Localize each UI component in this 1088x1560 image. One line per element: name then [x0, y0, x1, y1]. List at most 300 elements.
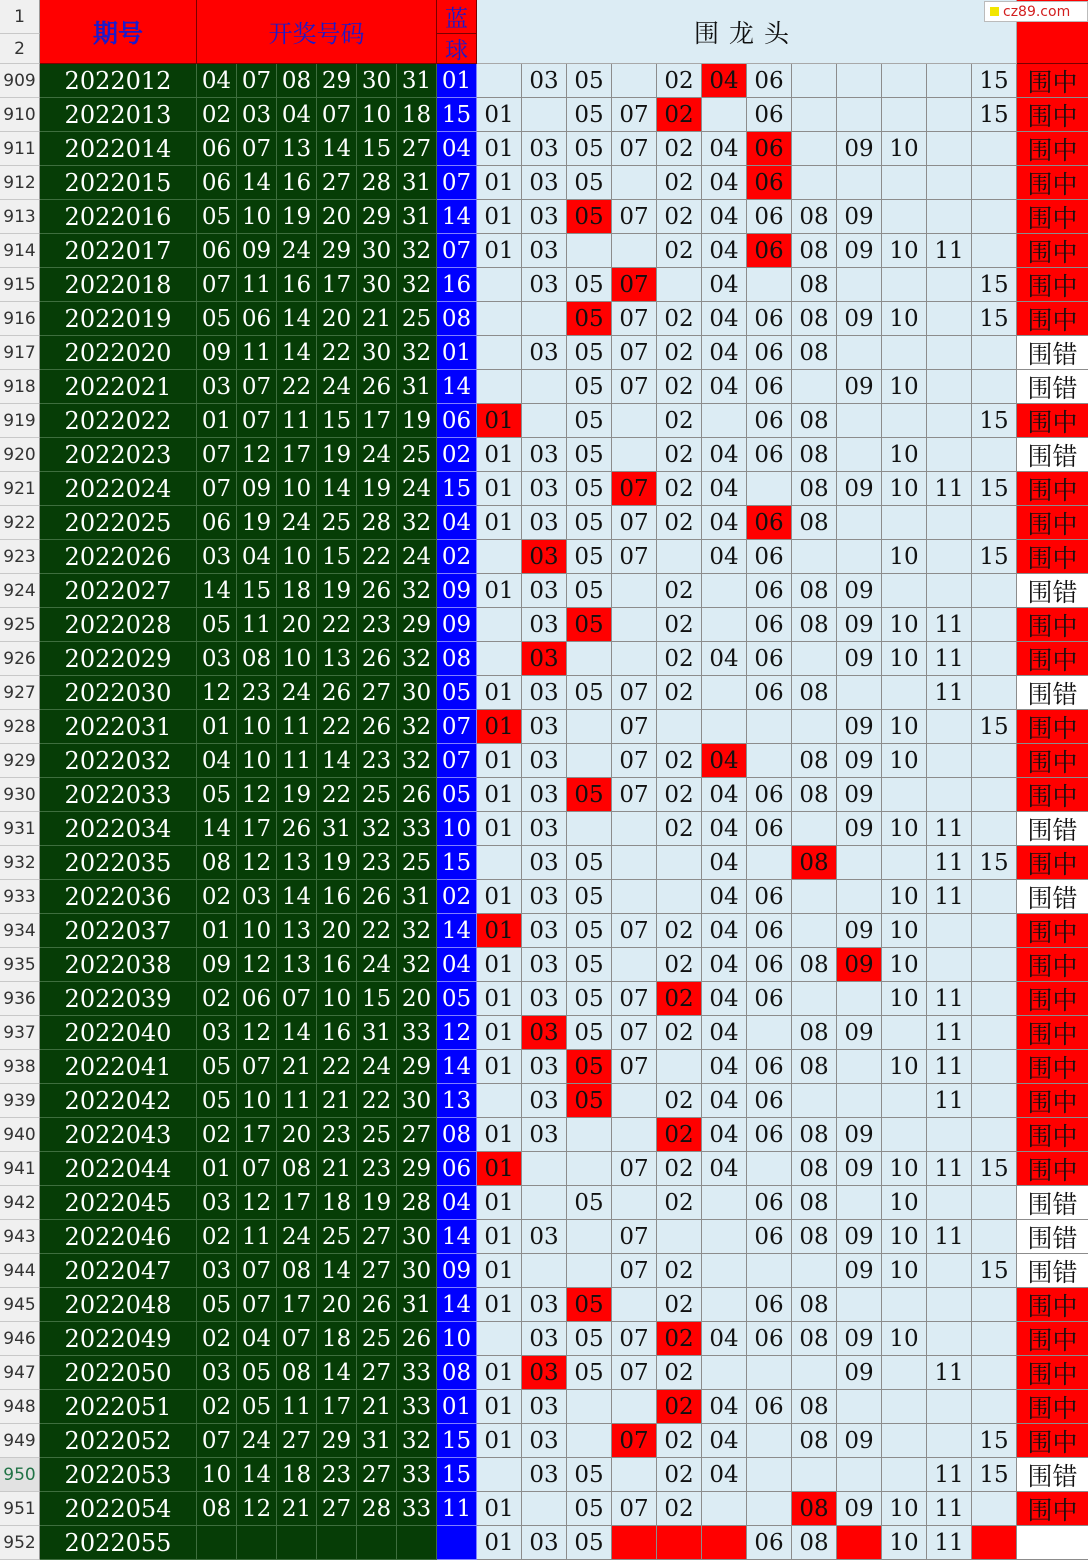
group-cell[interactable] [567, 710, 612, 744]
draw-number-cell[interactable]: 13 [277, 132, 317, 166]
issue-number-cell[interactable]: 2022026 [40, 540, 197, 574]
group-cell[interactable]: 08 [792, 1390, 837, 1424]
group-cell[interactable]: 07 [612, 302, 657, 336]
result-cell[interactable]: 围中 [1017, 1356, 1088, 1390]
draw-number-cell[interactable]: 32 [397, 948, 437, 982]
draw-number-cell[interactable]: 12 [237, 1492, 277, 1526]
group-cell[interactable]: 06 [747, 778, 792, 812]
draw-number-cell[interactable]: 05 [237, 1390, 277, 1424]
group-cell[interactable]: 06 [747, 64, 792, 98]
group-cell[interactable] [657, 880, 702, 914]
row-header[interactable]: 913 [0, 200, 40, 234]
group-cell[interactable] [837, 846, 882, 880]
draw-number-cell[interactable]: 19 [317, 846, 357, 880]
draw-number-cell[interactable]: 32 [397, 574, 437, 608]
draw-number-cell[interactable]: 12 [237, 778, 277, 812]
group-cell[interactable] [612, 642, 657, 676]
group-cell[interactable]: 10 [882, 1254, 927, 1288]
draw-number-cell[interactable]: 25 [397, 438, 437, 472]
draw-number-cell[interactable]: 30 [357, 336, 397, 370]
blue-ball-cell[interactable]: 13 [437, 1084, 477, 1118]
draw-number-cell[interactable]: 31 [397, 880, 437, 914]
group-cell[interactable] [837, 64, 882, 98]
draw-number-cell[interactable]: 24 [357, 948, 397, 982]
group-cell[interactable]: 03 [522, 778, 567, 812]
group-cell[interactable]: 15 [972, 472, 1017, 506]
group-cell[interactable]: 02 [657, 1492, 702, 1526]
result-cell[interactable]: 围错 [1017, 812, 1088, 846]
group-cell[interactable]: 02 [657, 1458, 702, 1492]
group-cell[interactable] [972, 1356, 1017, 1390]
group-cell[interactable]: 09 [837, 778, 882, 812]
group-cell[interactable] [702, 1254, 747, 1288]
group-cell[interactable] [927, 370, 972, 404]
draw-number-cell[interactable]: 31 [397, 1288, 437, 1322]
group-cell[interactable]: 08 [792, 1016, 837, 1050]
issue-number-cell[interactable]: 2022028 [40, 608, 197, 642]
issue-number-cell[interactable]: 2022014 [40, 132, 197, 166]
result-cell[interactable]: 围中 [1017, 1424, 1088, 1458]
group-cell[interactable]: 04 [702, 1084, 747, 1118]
group-cell[interactable]: 02 [657, 234, 702, 268]
blue-ball-cell[interactable]: 15 [437, 846, 477, 880]
draw-number-cell[interactable]: 11 [237, 1220, 277, 1254]
group-cell[interactable]: 15 [972, 710, 1017, 744]
group-cell[interactable] [837, 880, 882, 914]
group-cell[interactable]: 03 [522, 1050, 567, 1084]
group-cell[interactable] [477, 540, 522, 574]
row-header[interactable]: 938 [0, 1050, 40, 1084]
draw-number-cell[interactable]: 20 [317, 302, 357, 336]
row-header[interactable]: 911 [0, 132, 40, 166]
group-cell[interactable]: 02 [657, 370, 702, 404]
group-cell[interactable]: 09 [837, 1016, 882, 1050]
group-cell[interactable] [792, 64, 837, 98]
blue-ball-cell[interactable]: 16 [437, 268, 477, 302]
group-cell[interactable]: 08 [792, 1322, 837, 1356]
result-cell[interactable]: 围中 [1017, 744, 1088, 778]
group-cell[interactable] [522, 1254, 567, 1288]
group-cell[interactable]: 02 [657, 574, 702, 608]
group-cell[interactable] [927, 948, 972, 982]
issue-number-cell[interactable]: 2022042 [40, 1084, 197, 1118]
row-header[interactable]: 917 [0, 336, 40, 370]
group-cell[interactable]: 06 [747, 540, 792, 574]
group-cell[interactable]: 06 [747, 1084, 792, 1118]
result-cell[interactable]: 围错 [1017, 1254, 1088, 1288]
group-cell[interactable]: 11 [927, 676, 972, 710]
draw-number-cell[interactable]: 01 [197, 1152, 237, 1186]
group-cell[interactable]: 08 [792, 1152, 837, 1186]
draw-number-cell[interactable]: 26 [317, 676, 357, 710]
group-cell[interactable]: 04 [702, 1424, 747, 1458]
group-cell[interactable]: 04 [702, 268, 747, 302]
draw-number-cell[interactable]: 33 [397, 1458, 437, 1492]
group-cell[interactable]: 10 [882, 438, 927, 472]
group-cell[interactable]: 11 [927, 1458, 972, 1492]
group-cell[interactable]: 01 [477, 1220, 522, 1254]
issue-number-cell[interactable]: 2022045 [40, 1186, 197, 1220]
draw-number-cell[interactable]: 13 [277, 914, 317, 948]
group-cell[interactable]: 06 [747, 1050, 792, 1084]
group-cell[interactable] [882, 1424, 927, 1458]
group-cell[interactable]: 01 [477, 1356, 522, 1390]
group-cell[interactable]: 10 [882, 812, 927, 846]
group-cell[interactable]: 02 [657, 1152, 702, 1186]
draw-number-cell[interactable]: 06 [197, 234, 237, 268]
draw-number-cell[interactable]: 02 [197, 1390, 237, 1424]
group-cell-hit[interactable]: 03 [522, 540, 567, 574]
row-header[interactable]: 945 [0, 1288, 40, 1322]
group-cell[interactable]: 02 [657, 608, 702, 642]
draw-number-cell[interactable]: 11 [277, 710, 317, 744]
group-cell[interactable]: 04 [702, 778, 747, 812]
row-header[interactable]: 915 [0, 268, 40, 302]
issue-number-cell[interactable]: 2022033 [40, 778, 197, 812]
group-cell[interactable] [477, 1084, 522, 1118]
draw-number-cell[interactable]: 02 [197, 1322, 237, 1356]
group-cell[interactable] [927, 166, 972, 200]
group-cell[interactable] [972, 438, 1017, 472]
group-cell[interactable]: 01 [477, 1288, 522, 1322]
group-cell[interactable]: 03 [522, 472, 567, 506]
result-cell[interactable]: 围中 [1017, 200, 1088, 234]
draw-number-cell[interactable]: 17 [277, 1186, 317, 1220]
draw-number-cell[interactable]: 20 [317, 1288, 357, 1322]
draw-number-cell[interactable]: 24 [357, 1050, 397, 1084]
issue-number-cell[interactable]: 2022019 [40, 302, 197, 336]
draw-number-cell[interactable]: 05 [197, 1288, 237, 1322]
issue-number-cell[interactable]: 2022040 [40, 1016, 197, 1050]
group-cell[interactable]: 15 [972, 540, 1017, 574]
row-header[interactable]: 919 [0, 404, 40, 438]
group-cell[interactable]: 03 [522, 710, 567, 744]
group-cell[interactable]: 06 [747, 1220, 792, 1254]
group-cell[interactable]: 10 [882, 710, 927, 744]
group-cell[interactable] [747, 1356, 792, 1390]
group-cell[interactable]: 02 [657, 1084, 702, 1118]
draw-number-cell[interactable]: 07 [197, 1424, 237, 1458]
group-cell[interactable] [522, 1492, 567, 1526]
group-cell[interactable]: 02 [657, 404, 702, 438]
group-cell[interactable] [612, 846, 657, 880]
group-cell[interactable] [522, 1152, 567, 1186]
result-cell[interactable]: 围中 [1017, 1288, 1088, 1322]
group-cell[interactable] [747, 1152, 792, 1186]
draw-number-cell[interactable]: 16 [317, 1016, 357, 1050]
row-header[interactable]: 920 [0, 438, 40, 472]
group-cell[interactable] [477, 846, 522, 880]
group-cell[interactable]: 09 [837, 302, 882, 336]
draw-number-cell[interactable]: 28 [357, 166, 397, 200]
group-cell[interactable]: 03 [522, 1322, 567, 1356]
draw-number-cell[interactable]: 29 [357, 200, 397, 234]
row-header[interactable]: 941 [0, 1152, 40, 1186]
draw-number-cell[interactable]: 30 [397, 676, 437, 710]
group-cell[interactable] [972, 812, 1017, 846]
group-cell[interactable] [882, 1458, 927, 1492]
group-cell[interactable]: 03 [522, 268, 567, 302]
group-cell-hit[interactable]: 02 [657, 98, 702, 132]
group-cell[interactable] [837, 676, 882, 710]
draw-number-cell[interactable]: 06 [197, 132, 237, 166]
group-cell[interactable]: 09 [837, 370, 882, 404]
blue-ball-cell[interactable]: 08 [437, 302, 477, 336]
issue-number-cell[interactable]: 2022015 [40, 166, 197, 200]
group-cell[interactable] [882, 676, 927, 710]
group-cell[interactable]: 05 [567, 1458, 612, 1492]
group-cell[interactable]: 08 [792, 472, 837, 506]
group-cell[interactable]: 05 [567, 574, 612, 608]
group-cell[interactable]: 01 [477, 1424, 522, 1458]
group-cell[interactable]: 09 [837, 744, 882, 778]
issue-number-cell[interactable]: 2022022 [40, 404, 197, 438]
blue-ball-cell[interactable]: 04 [437, 506, 477, 540]
group-cell[interactable] [612, 880, 657, 914]
draw-number-cell[interactable]: 21 [317, 1152, 357, 1186]
group-cell[interactable]: 01 [477, 880, 522, 914]
draw-number-cell[interactable]: 13 [277, 948, 317, 982]
draw-number-cell[interactable]: 31 [397, 64, 437, 98]
draw-number-cell[interactable]: 12 [237, 948, 277, 982]
group-cell[interactable]: 05 [567, 336, 612, 370]
blue-ball-cell[interactable]: 14 [437, 370, 477, 404]
draw-number-cell[interactable]: 06 [197, 166, 237, 200]
draw-number-cell[interactable]: 03 [197, 642, 237, 676]
group-cell[interactable]: 03 [522, 1424, 567, 1458]
group-cell[interactable] [972, 574, 1017, 608]
draw-number-cell[interactable]: 31 [397, 370, 437, 404]
group-cell[interactable]: 15 [972, 302, 1017, 336]
draw-number-cell[interactable]: 02 [197, 880, 237, 914]
group-cell[interactable]: 05 [567, 540, 612, 574]
group-cell[interactable]: 11 [927, 608, 972, 642]
group-cell[interactable] [702, 1288, 747, 1322]
group-cell[interactable]: 10 [882, 1492, 927, 1526]
blue-ball-cell[interactable]: 15 [437, 472, 477, 506]
group-cell[interactable]: 06 [747, 676, 792, 710]
group-cell[interactable]: 10 [882, 370, 927, 404]
blue-ball-cell[interactable]: 07 [437, 710, 477, 744]
draw-number-cell[interactable]: 15 [357, 982, 397, 1016]
draw-number-cell[interactable]: 14 [317, 132, 357, 166]
draw-number-cell[interactable]: 18 [277, 574, 317, 608]
group-cell[interactable]: 03 [522, 812, 567, 846]
row-header[interactable]: 936 [0, 982, 40, 1016]
draw-number-cell[interactable]: 07 [317, 98, 357, 132]
result-cell[interactable]: 围中 [1017, 472, 1088, 506]
draw-number-cell[interactable]: 24 [277, 1220, 317, 1254]
group-cell[interactable]: 04 [702, 472, 747, 506]
group-cell[interactable]: 01 [477, 1492, 522, 1526]
result-cell[interactable]: 围中 [1017, 1084, 1088, 1118]
group-cell-hit[interactable] [657, 1526, 702, 1560]
row-header[interactable]: 942 [0, 1186, 40, 1220]
draw-number-cell[interactable] [317, 1526, 357, 1560]
group-cell[interactable] [882, 1288, 927, 1322]
group-cell[interactable] [927, 540, 972, 574]
group-cell[interactable] [837, 1288, 882, 1322]
group-cell[interactable] [972, 1220, 1017, 1254]
group-cell[interactable]: 08 [792, 1526, 837, 1560]
group-cell[interactable]: 05 [567, 948, 612, 982]
group-cell[interactable]: 04 [702, 200, 747, 234]
group-cell[interactable]: 11 [927, 1152, 972, 1186]
group-cell[interactable]: 11 [927, 1526, 972, 1560]
row-header[interactable]: 947 [0, 1356, 40, 1390]
group-cell[interactable]: 01 [477, 438, 522, 472]
group-cell[interactable]: 08 [792, 1288, 837, 1322]
issue-number-cell[interactable]: 2022055 [40, 1526, 197, 1560]
group-cell[interactable]: 07 [612, 744, 657, 778]
group-cell[interactable]: 06 [747, 982, 792, 1016]
draw-number-cell[interactable]: 02 [197, 1220, 237, 1254]
group-cell[interactable] [702, 1492, 747, 1526]
group-cell-hit[interactable]: 05 [567, 1084, 612, 1118]
draw-number-cell[interactable]: 30 [357, 234, 397, 268]
draw-number-cell[interactable]: 33 [397, 1356, 437, 1390]
group-cell[interactable]: 03 [522, 948, 567, 982]
group-cell[interactable] [972, 200, 1017, 234]
blue-ball-cell[interactable]: 09 [437, 1254, 477, 1288]
blue-ball-cell[interactable]: 14 [437, 914, 477, 948]
result-cell[interactable]: 围中 [1017, 1050, 1088, 1084]
group-cell[interactable]: 10 [882, 472, 927, 506]
draw-number-cell[interactable]: 26 [277, 812, 317, 846]
blue-ball-cell[interactable]: 14 [437, 200, 477, 234]
group-cell[interactable]: 10 [882, 132, 927, 166]
group-cell[interactable] [837, 1084, 882, 1118]
group-cell[interactable] [477, 302, 522, 336]
group-cell[interactable] [792, 1084, 837, 1118]
group-cell[interactable]: 04 [702, 880, 747, 914]
group-cell[interactable] [747, 268, 792, 302]
group-cell[interactable]: 01 [477, 1526, 522, 1560]
group-cell[interactable] [657, 1220, 702, 1254]
issue-number-cell[interactable]: 2022047 [40, 1254, 197, 1288]
group-cell[interactable]: 04 [702, 132, 747, 166]
group-cell[interactable]: 15 [972, 1458, 1017, 1492]
issue-number-cell[interactable]: 2022034 [40, 812, 197, 846]
draw-number-cell[interactable]: 19 [397, 404, 437, 438]
blue-ball-cell[interactable]: 14 [437, 1288, 477, 1322]
group-cell[interactable] [747, 1458, 792, 1492]
group-cell[interactable]: 01 [477, 132, 522, 166]
group-cell-hit[interactable]: 05 [567, 200, 612, 234]
group-cell[interactable] [702, 404, 747, 438]
group-cell[interactable] [747, 846, 792, 880]
draw-number-cell[interactable]: 14 [197, 574, 237, 608]
group-cell[interactable] [477, 1458, 522, 1492]
blue-ball-cell[interactable]: 06 [437, 404, 477, 438]
result-cell[interactable]: 围错 [1017, 438, 1088, 472]
group-cell[interactable] [567, 234, 612, 268]
group-cell[interactable]: 09 [837, 1492, 882, 1526]
group-cell[interactable]: 09 [837, 1152, 882, 1186]
group-cell-hit[interactable]: 03 [522, 642, 567, 676]
group-cell-hit[interactable]: 06 [747, 234, 792, 268]
result-cell[interactable]: 围中 [1017, 710, 1088, 744]
draw-number-cell[interactable]: 14 [277, 302, 317, 336]
group-cell[interactable]: 03 [522, 1220, 567, 1254]
result-cell[interactable]: 围中 [1017, 1152, 1088, 1186]
draw-number-cell[interactable]: 15 [237, 574, 277, 608]
group-cell[interactable] [882, 200, 927, 234]
group-cell[interactable] [792, 880, 837, 914]
group-cell[interactable] [927, 1390, 972, 1424]
group-cell-hit[interactable]: 04 [702, 64, 747, 98]
group-cell[interactable]: 04 [702, 1152, 747, 1186]
row-header[interactable]: 912 [0, 166, 40, 200]
group-cell[interactable]: 07 [612, 1322, 657, 1356]
issue-number-cell[interactable]: 2022043 [40, 1118, 197, 1152]
group-cell[interactable]: 08 [792, 404, 837, 438]
group-cell[interactable]: 04 [702, 982, 747, 1016]
group-cell[interactable] [882, 98, 927, 132]
draw-number-cell[interactable]: 33 [397, 1492, 437, 1526]
draw-number-cell[interactable]: 24 [397, 472, 437, 506]
group-cell[interactable]: 04 [702, 812, 747, 846]
group-cell[interactable]: 02 [657, 302, 702, 336]
result-cell[interactable] [1017, 1526, 1088, 1560]
group-cell[interactable]: 07 [612, 506, 657, 540]
group-cell[interactable]: 08 [792, 574, 837, 608]
draw-number-cell[interactable] [237, 1526, 277, 1560]
group-cell[interactable]: 10 [882, 642, 927, 676]
group-cell[interactable] [837, 98, 882, 132]
result-cell[interactable]: 围中 [1017, 540, 1088, 574]
group-cell[interactable] [927, 64, 972, 98]
draw-number-cell[interactable]: 05 [197, 200, 237, 234]
blue-ball-cell[interactable]: 06 [437, 1152, 477, 1186]
group-cell[interactable] [702, 608, 747, 642]
group-cell[interactable] [567, 642, 612, 676]
row-header[interactable]: 923 [0, 540, 40, 574]
blue-ball-cell[interactable]: 14 [437, 1050, 477, 1084]
result-cell[interactable]: 围中 [1017, 166, 1088, 200]
draw-number-cell[interactable]: 09 [237, 472, 277, 506]
group-cell[interactable]: 06 [747, 1118, 792, 1152]
result-cell[interactable]: 围中 [1017, 914, 1088, 948]
draw-number-cell[interactable]: 25 [357, 1118, 397, 1152]
group-cell[interactable]: 03 [522, 880, 567, 914]
blue-ball-cell[interactable]: 04 [437, 1186, 477, 1220]
group-cell[interactable]: 07 [612, 132, 657, 166]
group-cell[interactable]: 03 [522, 982, 567, 1016]
draw-number-cell[interactable]: 19 [357, 1186, 397, 1220]
group-cell[interactable]: 04 [702, 1458, 747, 1492]
group-cell-hit[interactable]: 02 [657, 1390, 702, 1424]
draw-number-cell[interactable]: 07 [237, 1050, 277, 1084]
group-cell[interactable]: 08 [792, 234, 837, 268]
group-cell[interactable]: 05 [567, 1356, 612, 1390]
draw-number-cell[interactable] [397, 1526, 437, 1560]
blue-ball-cell[interactable] [437, 1526, 477, 1560]
group-cell-hit[interactable] [702, 1526, 747, 1560]
issue-number-cell[interactable]: 2022049 [40, 1322, 197, 1356]
group-cell[interactable]: 07 [612, 1050, 657, 1084]
draw-number-cell[interactable]: 24 [237, 1424, 277, 1458]
draw-number-cell[interactable]: 24 [277, 234, 317, 268]
group-cell[interactable] [882, 1016, 927, 1050]
draw-number-cell[interactable]: 21 [317, 1084, 357, 1118]
draw-number-cell[interactable]: 05 [197, 302, 237, 336]
group-cell[interactable]: 09 [837, 608, 882, 642]
group-cell[interactable]: 03 [522, 574, 567, 608]
group-cell[interactable] [882, 506, 927, 540]
draw-number-cell[interactable]: 15 [317, 404, 357, 438]
group-cell[interactable]: 08 [792, 200, 837, 234]
